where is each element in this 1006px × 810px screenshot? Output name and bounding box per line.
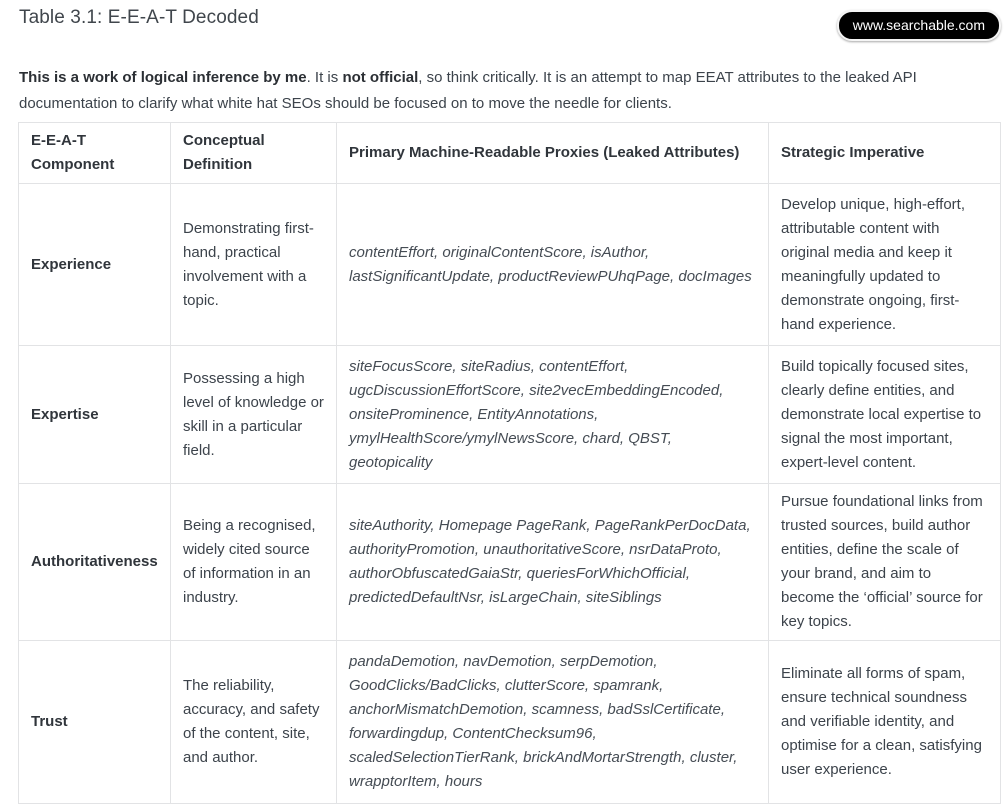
component-cell: Expertise bbox=[19, 346, 171, 484]
proxies-cell: pandaDemotion, navDemotion, serpDemotion, GoodClicks/BadClicks, clutterScore, spamrank, anchorMismatchDemotion, scamness, badSslCertificate, forwardingdup, ContentChecksum96, scaledSelectionTierRank, brickAndMortarStrength, cluster, wrapptorItem, hours bbox=[337, 641, 769, 804]
intro-text-rest: , so think critically. It is an attempt to map EEAT attributes to the leaked API documentation to clarify what white hat SEOs should be focused on to move the needle for clients. bbox=[19, 69, 917, 112]
imperative-cell: Build topically focused sites, clearly define entities, and demonstrate local expertise to signal the most important, expert-level content. bbox=[769, 346, 1001, 484]
proxies-cell: siteFocusScore, siteRadius, contentEffort, ugcDiscussionEffortScore, site2vecEmbeddingEncoded, onsiteProminence, EntityAnnotations, ymylHealthScore/ymylNewsScore, chard, QBST, geotopicality bbox=[337, 346, 769, 484]
table-header-row bbox=[19, 123, 1001, 184]
table-row-authoritativeness bbox=[19, 484, 1001, 641]
eeat-table-container bbox=[18, 122, 1000, 804]
table-row-expertise bbox=[19, 346, 1001, 484]
eeat-table bbox=[18, 122, 1001, 804]
intro-bold-claim: This is a work of logical inference by me bbox=[19, 69, 307, 86]
imperative-cell: Pursue foundational links from trusted sources, build author entities, define the scale of your brand, and aim to become the ‘official’ source for key topics. bbox=[769, 484, 1001, 641]
header-cell-definition: Conceptual Definition bbox=[171, 123, 337, 184]
imperative-cell: Develop unique, high-effort, attributable content with original media and keep it meaningfully updated to demonstrate ongoing, first-hand experience. bbox=[769, 184, 1001, 346]
header-cell-component: E-E-A-T Component bbox=[19, 123, 171, 184]
intro-paragraph bbox=[19, 65, 971, 117]
intro-bold-not-official: not official bbox=[342, 69, 419, 86]
page-title: Table 3.1: E-E-A-T Decoded bbox=[19, 7, 259, 28]
header-cell-proxies: Primary Machine-Readable Proxies (Leaked Attributes) bbox=[337, 123, 769, 184]
table-row-experience bbox=[19, 184, 1001, 346]
site-watermark-badge: www.searchable.com bbox=[837, 10, 1001, 41]
header-cell-imperative: Strategic Imperative bbox=[769, 123, 1001, 184]
definition-cell: Possessing a high level of knowledge or skill in a particular field. bbox=[171, 346, 337, 484]
table-row-trust bbox=[19, 641, 1001, 804]
component-cell: Experience bbox=[19, 184, 171, 346]
intro-text: . It is bbox=[306, 69, 343, 86]
proxies-cell: contentEffort, originalContentScore, isAuthor, lastSignificantUpdate, productReviewPUhqPage, docImages bbox=[337, 184, 769, 346]
definition-cell: The reliability, accuracy, and safety of the content, site, and author. bbox=[171, 641, 337, 804]
definition-cell: Being a recognised, widely cited source of information in an industry. bbox=[171, 484, 337, 641]
definition-cell: Demonstrating first-hand, practical involvement with a topic. bbox=[171, 184, 337, 346]
component-cell: Authoritativeness bbox=[19, 484, 171, 641]
imperative-cell: Eliminate all forms of spam, ensure technical soundness and verifiable identity, and optimise for a clean, satisfying user experience. bbox=[769, 641, 1001, 804]
proxies-cell: siteAuthority, Homepage PageRank, PageRankPerDocData, authorityPromotion, unauthoritativeScore, nsrDataProto, authorObfuscatedGaiaStr, queriesForWhichOfficial, predictedDefaultNsr, isLargeChain, siteSiblings bbox=[337, 484, 769, 641]
component-cell: Trust bbox=[19, 641, 171, 804]
